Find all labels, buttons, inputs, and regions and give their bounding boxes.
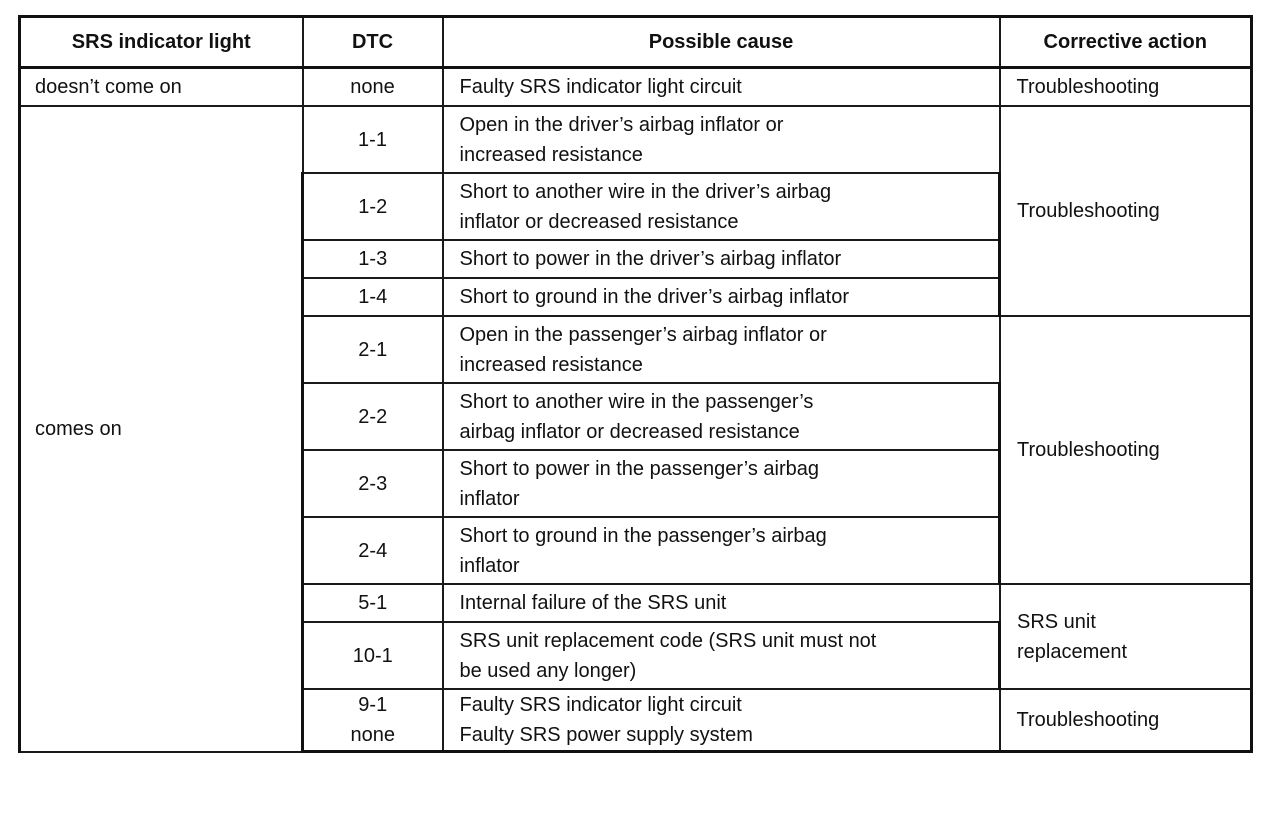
action-cell: Troubleshooting xyxy=(1000,689,1252,752)
cause-cell: Open in the driver’s airbag inflator or increased resistance xyxy=(443,106,1000,173)
header-corrective-action: Corrective action xyxy=(1000,17,1252,68)
cause-cell: Short to ground in the driver’s airbag inflator xyxy=(443,278,1000,316)
action-cell: Troubleshooting xyxy=(1000,106,1252,316)
dtc-cell: 1-4 xyxy=(303,278,443,316)
cause-cell: Faulty SRS indicator light circuit xyxy=(443,68,1000,107)
cause-cell: Short to ground in the passenger’s airbag inflator xyxy=(443,517,1000,584)
dtc-cell: 2-4 xyxy=(303,517,443,584)
dtc-cell: 5-1 xyxy=(303,584,443,622)
dtc-cell: 9-1 none xyxy=(303,689,443,752)
srs-dtc-table xyxy=(18,15,1253,753)
table-header-row xyxy=(20,17,1252,68)
cause-cell: Short to another wire in the driver’s airbag inflator or decreased resistance xyxy=(443,173,1000,240)
light-state-cell: doesn’t come on xyxy=(20,68,303,107)
cause-cell: Short to another wire in the passenger’s airbag inflator or decreased resistance xyxy=(443,383,1000,450)
dtc-cell: 1-1 xyxy=(303,106,443,173)
action-cell: Troubleshooting xyxy=(1000,68,1252,107)
cause-cell: Short to power in the passenger’s airbag inflator xyxy=(443,450,1000,517)
dtc-cell: 2-1 xyxy=(303,316,443,383)
dtc-cell: 10-1 xyxy=(303,622,443,689)
cause-cell: Short to power in the driver’s airbag inflator xyxy=(443,240,1000,278)
table-row xyxy=(20,68,1252,107)
dtc-cell: 2-3 xyxy=(303,450,443,517)
dtc-cell: 1-3 xyxy=(303,240,443,278)
action-cell: SRS unit replacement xyxy=(1000,584,1252,689)
cause-cell: SRS unit replacement code (SRS unit must not be used any longer) xyxy=(443,622,1000,689)
header-possible-cause: Possible cause xyxy=(443,17,1000,68)
cause-cell: Internal failure of the SRS unit xyxy=(443,584,1000,622)
table-row xyxy=(20,106,1252,173)
dtc-cell: none xyxy=(303,68,443,107)
header-srs-indicator-light: SRS indicator light xyxy=(20,17,303,68)
light-state-cell: comes on xyxy=(20,106,303,752)
cause-cell: Faulty SRS indicator light circuit Faulty SRS power supply system xyxy=(443,689,1000,752)
dtc-cell: 1-2 xyxy=(303,173,443,240)
dtc-cell: 2-2 xyxy=(303,383,443,450)
cause-cell: Open in the passenger’s airbag inflator or increased resistance xyxy=(443,316,1000,383)
action-cell: Troubleshooting xyxy=(1000,316,1252,584)
header-dtc: DTC xyxy=(303,17,443,68)
